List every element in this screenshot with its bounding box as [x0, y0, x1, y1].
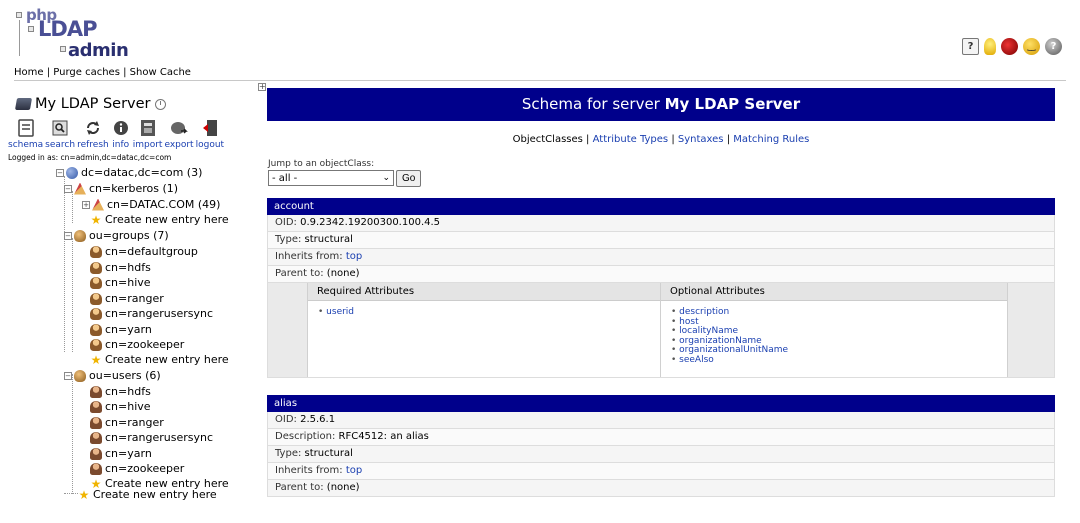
purge-caches-link[interactable]: Purge caches [53, 67, 120, 78]
optional-header: Optional Attributes [661, 283, 1007, 301]
tree-node-user[interactable] [90, 447, 152, 460]
group-icon [90, 277, 102, 289]
oid-row [267, 412, 1055, 429]
nav-separator: | [586, 134, 590, 145]
required-header: Required Attributes [308, 283, 660, 301]
tree-node-group[interactable] [90, 307, 213, 320]
tree-node-user[interactable] [90, 385, 151, 398]
ou-icon [74, 230, 86, 242]
donate-icon[interactable]: ? [1045, 38, 1062, 55]
bug-icon[interactable] [1001, 38, 1018, 55]
star-icon: ★ [78, 487, 90, 502]
type-label: Type: [275, 234, 302, 245]
import-icon [138, 118, 158, 138]
description-row [267, 429, 1055, 446]
collapse-icon[interactable]: − [65, 231, 71, 240]
tree-node-label: cn=yarn [105, 447, 152, 460]
star-icon: ★ [90, 476, 102, 491]
inherits-label: Inherits from: [275, 251, 343, 262]
objectclass-header: account [267, 198, 1055, 215]
create-entry-groups[interactable] [90, 353, 229, 366]
oid-label: OID: [275, 217, 297, 228]
server-icon [15, 98, 32, 110]
objectclasses-tab[interactable]: ObjectClasses [512, 134, 583, 145]
import-label: import [132, 140, 163, 150]
parent-label: Parent to: [275, 268, 324, 279]
toolbar-refresh[interactable] [77, 118, 109, 150]
export-icon [169, 118, 189, 138]
optional-attributes [660, 283, 1007, 377]
nav-separator: | [123, 67, 127, 78]
tree-node-user[interactable] [90, 416, 164, 429]
type-row [267, 232, 1055, 249]
tree-guide-line [64, 176, 65, 352]
matching-rules-link[interactable]: Matching Rules [733, 134, 810, 145]
tree-node-label: cn=zookeeper [105, 338, 185, 351]
group-icon [90, 339, 102, 351]
required-attributes [307, 283, 660, 377]
server-toolbar [8, 118, 226, 150]
kerberos-icon [74, 183, 86, 195]
oid-value: 0.9.2342.19200300.100.4.5 [300, 217, 441, 228]
tree-node-label: cn=hive [105, 400, 151, 413]
description-value: RFC4512: an alias [338, 431, 429, 442]
user-icon [90, 463, 102, 475]
parent-row [267, 480, 1055, 497]
logo-php: php [26, 6, 57, 24]
user-icon [90, 417, 102, 429]
tree-node-label: cn=hdfs [105, 261, 151, 274]
schema-label: schema [8, 140, 44, 150]
user-icon [90, 401, 102, 413]
show-cache-link[interactable]: Show Cache [129, 67, 191, 78]
expand-panel-icon[interactable]: + [259, 82, 266, 91]
toolbar-schema[interactable] [8, 118, 43, 150]
top-icon-bar [962, 38, 1062, 55]
clock-icon[interactable] [155, 99, 166, 110]
tree-node-label: cn=zookeeper [105, 462, 185, 475]
group-icon [90, 246, 102, 258]
attr-pad [268, 283, 307, 377]
parent-label: Parent to: [275, 482, 324, 493]
go-button[interactable]: Go [396, 170, 421, 187]
tree-guide-line [72, 191, 73, 223]
attr-pad [1007, 283, 1054, 377]
tree-node-label: Create new entry here [105, 213, 229, 226]
logo-tree-box [28, 26, 34, 32]
info-label: info [112, 140, 130, 150]
logo-tree-box [16, 12, 22, 18]
chevron-down-icon: ⌄ [382, 173, 390, 183]
tree-node-group[interactable] [90, 245, 198, 258]
toolbar-info[interactable] [111, 118, 131, 150]
tree-node-users[interactable] [64, 369, 161, 382]
tree-node-kerberos[interactable] [64, 182, 178, 195]
tree-node-group[interactable] [90, 292, 164, 305]
attr-link[interactable]: localityName [679, 326, 739, 336]
tree-node-group[interactable] [90, 338, 184, 351]
logo-tree-line [19, 20, 20, 56]
kerberos-icon [92, 199, 104, 211]
logged-in-as: Logged in as: cn=admin,dc=datac,dc=com [8, 153, 172, 162]
left-tree-panel [0, 82, 265, 523]
optional-list [661, 301, 1007, 377]
type-value: structural [304, 448, 353, 459]
smiley-icon[interactable]: ‿ [1023, 38, 1040, 55]
star-icon: ★ [90, 212, 102, 227]
tree-node-label: cn=hdfs [105, 385, 151, 398]
inherits-label: Inherits from: [275, 465, 343, 476]
objectclass-alias [267, 395, 1055, 497]
user-icon [90, 448, 102, 460]
refresh-label: refresh [77, 140, 109, 150]
header-divider [14, 80, 1066, 81]
tree-node-groups[interactable] [64, 229, 169, 242]
tree-node-kerberos-realm[interactable] [82, 198, 220, 211]
syntaxes-link[interactable]: Syntaxes [677, 134, 724, 145]
tree-guide-line [72, 374, 73, 494]
info-icon [111, 118, 131, 138]
server-title [16, 96, 166, 112]
schema-title [267, 88, 1055, 121]
export-label: export [164, 140, 194, 150]
jump-row [268, 170, 421, 187]
inherits-link[interactable]: top [345, 465, 363, 476]
logout-label: logout [195, 140, 225, 150]
group-icon [90, 308, 102, 320]
expand-icon[interactable]: + [83, 200, 89, 209]
tree-node-label: cn=rangerusersync [105, 431, 213, 444]
tree-guide-line [64, 493, 78, 494]
tree-node-label: cn=DATAC.COM (49) [107, 198, 221, 211]
tree-guide-line [72, 238, 73, 352]
attr-link[interactable]: host [679, 316, 699, 327]
group-icon [90, 293, 102, 305]
logo-ldap: LDAP [38, 17, 97, 41]
tree-node-label: Create new entry here [93, 488, 217, 501]
oid-label: OID: [275, 414, 297, 425]
type-label: Type: [275, 448, 302, 459]
collapse-icon[interactable]: − [65, 184, 71, 193]
bulb-icon[interactable] [984, 38, 996, 55]
toolbar-import[interactable] [133, 118, 163, 150]
objectclass-select[interactable] [268, 170, 394, 186]
tree-node-group[interactable] [90, 261, 151, 274]
tree-node-label: cn=yarn [105, 323, 152, 336]
collapse-icon[interactable]: − [57, 168, 63, 177]
attr-link[interactable]: organizationalUnitName [679, 345, 789, 355]
objectclass-account [267, 198, 1055, 378]
help-icon[interactable]: ? [962, 38, 979, 55]
tree-node-label: cn=rangerusersync [105, 307, 213, 320]
attributes-table [267, 283, 1055, 378]
oid-value: 2.5.6.1 [300, 414, 336, 425]
toolbar-logout[interactable] [196, 118, 224, 150]
tree-node-label: cn=ranger [105, 416, 164, 429]
attr-link[interactable]: description [679, 307, 730, 317]
top-navigation [14, 67, 191, 78]
nav-separator: | [726, 134, 731, 145]
nav-separator: | [46, 67, 51, 78]
star-icon: ★ [90, 352, 102, 367]
jump-label: Jump to an objectClass: [268, 159, 375, 169]
schema-nav [267, 134, 1055, 145]
collapse-icon[interactable]: − [65, 371, 71, 380]
description-label: Description: [275, 431, 336, 442]
create-entry-root[interactable] [78, 488, 217, 501]
logo-admin: admin [68, 40, 129, 61]
tree-node-group[interactable] [90, 276, 151, 289]
tree-node-label: dc=datac,dc=com (3) [81, 166, 203, 179]
schema-icon [16, 118, 36, 138]
logout-icon [200, 118, 220, 138]
inherits-link[interactable]: top [345, 251, 363, 262]
group-icon [90, 262, 102, 274]
required-list [308, 301, 660, 377]
type-row [267, 446, 1055, 463]
tree-node-label: ou=groups (7) [89, 229, 169, 242]
parent-value: (none) [326, 482, 360, 493]
inherits-row [267, 249, 1055, 266]
nav-separator: | [671, 134, 675, 145]
tree-node-label: Create new entry here [105, 477, 229, 490]
search-label: search [45, 140, 76, 150]
user-icon [90, 432, 102, 444]
tree-node-label: Create new entry here [105, 353, 229, 366]
domain-icon [66, 167, 78, 179]
tree-node-label: cn=ranger [105, 292, 164, 305]
tree-node-label: cn=hive [105, 276, 151, 289]
type-value: structural [304, 234, 353, 245]
ou-icon [74, 370, 86, 382]
search-icon [50, 118, 70, 138]
tree-node-root[interactable] [56, 166, 202, 179]
user-icon [90, 386, 102, 398]
tree-node-label: cn=kerberos (1) [89, 182, 179, 195]
tree-node-label: cn=defaultgroup [105, 245, 198, 258]
objectclass-select-value: - all - [272, 172, 298, 184]
refresh-icon [83, 118, 103, 138]
attr-link[interactable]: seeAlso [679, 354, 714, 365]
create-entry-kerberos[interactable] [90, 213, 229, 226]
schema-title-server: My LDAP Server [664, 95, 801, 113]
toolbar-search[interactable] [45, 118, 75, 150]
inherits-row [267, 463, 1055, 480]
attr-link[interactable]: organizationName [679, 335, 762, 346]
attr-link[interactable]: userid [326, 307, 355, 317]
tree-node-user[interactable] [90, 400, 151, 413]
oid-row [267, 215, 1055, 232]
group-icon [90, 324, 102, 336]
server-name-link[interactable]: My LDAP Server [35, 96, 151, 112]
tree-node-user[interactable] [90, 431, 213, 444]
parent-row [267, 266, 1055, 283]
tree-node-user[interactable] [90, 462, 184, 475]
phpldapadmin-logo[interactable] [14, 6, 129, 62]
home-link[interactable]: Home [14, 67, 44, 78]
schema-title-prefix: Schema for server [521, 95, 660, 113]
tree-node-label: ou=users (6) [89, 369, 161, 382]
tree-node-group[interactable] [90, 323, 152, 336]
attribute-types-link[interactable]: Attribute Types [592, 134, 669, 145]
objectclass-header: alias [267, 395, 1055, 412]
logo-tree-box [60, 46, 66, 52]
toolbar-export[interactable] [164, 118, 193, 150]
parent-value: (none) [326, 268, 360, 279]
